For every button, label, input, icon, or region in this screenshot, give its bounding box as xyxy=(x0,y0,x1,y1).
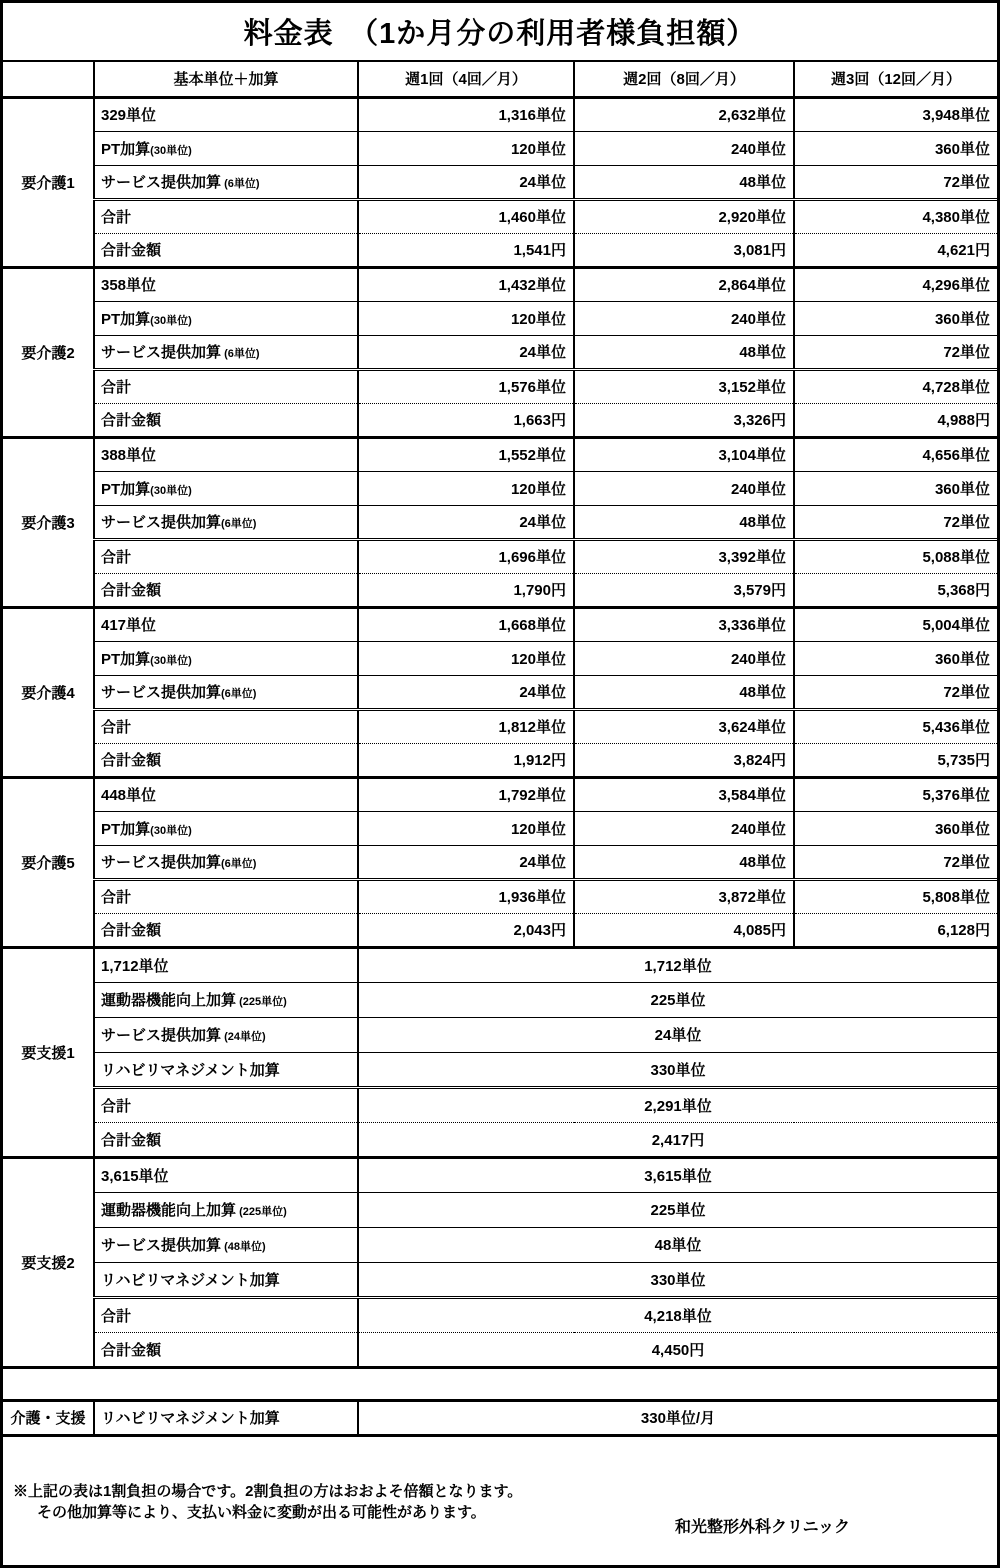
row-label xyxy=(94,1192,358,1227)
row-value-merged: 225単位 xyxy=(358,982,997,1017)
row-value-merged: 48単位 xyxy=(358,1227,997,1262)
row-label-text: 合計 xyxy=(101,379,132,396)
row-value: 120単位 xyxy=(358,131,574,165)
row-value: 240単位 xyxy=(574,471,794,505)
row-value: 120単位 xyxy=(358,471,574,505)
row-value: 48単位 xyxy=(574,505,794,539)
row-label-note: (30単位) xyxy=(150,144,192,157)
category-cell: 要介護1 xyxy=(3,97,94,267)
row-value: 5,735円 xyxy=(794,743,997,777)
row-value-merged: 24単位 xyxy=(358,1017,997,1052)
table-row xyxy=(3,1087,997,1122)
row-value: 72単位 xyxy=(794,335,997,369)
row-label-text: 1,712単位 xyxy=(101,957,169,975)
table-row xyxy=(3,777,997,811)
table-row xyxy=(3,1297,997,1332)
row-label-note: (225単位) xyxy=(236,1206,287,1218)
row-value: 1,460単位 xyxy=(358,199,574,233)
row-value: 24単位 xyxy=(358,165,574,199)
row-label-text: リハビリマネジメント加算 xyxy=(101,1271,280,1289)
row-value: 5,376単位 xyxy=(794,777,997,811)
header-week2-cell: 週2回（8回／月） xyxy=(574,62,794,97)
row-label-note: (6単位) xyxy=(221,858,257,870)
row-label-note: (30単位) xyxy=(150,824,192,837)
row-value: 72単位 xyxy=(794,845,997,879)
table-row xyxy=(3,607,997,641)
row-label xyxy=(94,1157,358,1192)
row-label-note: (225単位) xyxy=(236,996,287,1008)
row-value: 5,436単位 xyxy=(794,709,997,743)
table-row xyxy=(3,982,997,1017)
row-value: 5,004単位 xyxy=(794,607,997,641)
row-value-merged: 4,218単位 xyxy=(358,1297,997,1332)
row-label-text: PT加算 xyxy=(101,140,151,158)
row-value: 240単位 xyxy=(574,301,794,335)
row-label-text: 448単位 xyxy=(101,787,157,804)
row-value: 1,812単位 xyxy=(358,709,574,743)
table-row xyxy=(3,335,997,369)
row-label xyxy=(94,1332,358,1367)
row-value: 2,043円 xyxy=(358,913,574,947)
row-value: 3,584単位 xyxy=(574,777,794,811)
row-label xyxy=(94,97,358,131)
row-value: 24単位 xyxy=(358,505,574,539)
row-value-merged: 2,417円 xyxy=(358,1122,997,1157)
table-row xyxy=(3,1052,997,1087)
row-label xyxy=(94,1052,358,1087)
row-label-note: (6単位) xyxy=(221,518,257,530)
table-row xyxy=(3,845,997,879)
extra-category-cell: 介護・支援 xyxy=(3,1400,94,1435)
table-row xyxy=(3,369,997,403)
row-label-text: 3,615単位 xyxy=(101,1167,169,1185)
price-table xyxy=(3,62,997,1437)
row-value: 48単位 xyxy=(574,335,794,369)
row-value: 3,392単位 xyxy=(574,539,794,573)
row-value: 240単位 xyxy=(574,811,794,845)
table-row xyxy=(3,199,997,233)
row-label xyxy=(94,505,358,539)
category-cell: 要支援2 xyxy=(3,1157,94,1367)
table-row xyxy=(3,233,997,267)
table-row xyxy=(3,743,997,777)
row-value-merged: 330単位 xyxy=(358,1052,997,1087)
row-label xyxy=(94,1262,358,1297)
row-label xyxy=(94,233,358,267)
row-label xyxy=(94,335,358,369)
row-label-text: サービス提供加算 xyxy=(101,344,222,361)
header-row xyxy=(3,62,997,97)
row-label-text: 合計金額 xyxy=(101,1341,162,1359)
row-label xyxy=(94,267,358,301)
row-value: 1,696単位 xyxy=(358,539,574,573)
row-value: 48単位 xyxy=(574,675,794,709)
row-value: 1,912円 xyxy=(358,743,574,777)
table-row xyxy=(3,165,997,199)
row-label-text: 合計金額 xyxy=(101,752,162,769)
row-value: 240単位 xyxy=(574,641,794,675)
row-value: 360単位 xyxy=(794,471,997,505)
table-row xyxy=(3,573,997,607)
row-label-text: 合計 xyxy=(101,889,132,906)
row-value-merged: 3,615単位 xyxy=(358,1157,997,1192)
row-label-text: 329単位 xyxy=(101,107,157,124)
row-label xyxy=(94,1087,358,1122)
row-value: 5,368円 xyxy=(794,573,997,607)
row-label xyxy=(94,982,358,1017)
table-row xyxy=(3,301,997,335)
row-label xyxy=(94,403,358,437)
row-value: 72単位 xyxy=(794,675,997,709)
row-value: 1,792単位 xyxy=(358,777,574,811)
row-label-text: サービス提供加算 xyxy=(101,684,222,701)
row-label xyxy=(94,1297,358,1332)
row-label xyxy=(94,913,358,947)
row-value: 72単位 xyxy=(794,165,997,199)
row-value: 120単位 xyxy=(358,811,574,845)
row-value-merged: 2,291単位 xyxy=(358,1087,997,1122)
clinic-name: 和光整形外科クリニック xyxy=(675,1518,851,1536)
row-value: 4,085円 xyxy=(574,913,794,947)
row-value: 4,728単位 xyxy=(794,369,997,403)
row-value: 4,621円 xyxy=(794,233,997,267)
row-value: 1,936単位 xyxy=(358,879,574,913)
spacer-cell xyxy=(3,1367,997,1400)
category-cell: 要介護3 xyxy=(3,437,94,607)
row-value: 1,316単位 xyxy=(358,97,574,131)
row-label xyxy=(94,1017,358,1052)
table-row xyxy=(3,505,997,539)
table-row xyxy=(3,267,997,301)
row-value: 120単位 xyxy=(358,301,574,335)
row-label xyxy=(94,301,358,335)
row-label-note: (30単位) xyxy=(150,314,192,327)
header-label-cell: 基本単位＋加算 xyxy=(94,62,358,97)
row-value: 1,552単位 xyxy=(358,437,574,471)
table-row xyxy=(3,403,997,437)
row-value: 3,872単位 xyxy=(574,879,794,913)
extra-row xyxy=(3,1400,997,1435)
row-value: 48単位 xyxy=(574,845,794,879)
row-label xyxy=(94,709,358,743)
row-label xyxy=(94,845,358,879)
extra-value-cell: 330単位/月 xyxy=(358,1400,997,1435)
row-label-note: (48単位) xyxy=(221,1241,266,1253)
row-value: 3,152単位 xyxy=(574,369,794,403)
row-label-text: 合計金額 xyxy=(101,582,162,599)
row-label-text: 417単位 xyxy=(101,617,157,634)
row-value: 3,824円 xyxy=(574,743,794,777)
row-value: 240単位 xyxy=(574,131,794,165)
row-value: 2,864単位 xyxy=(574,267,794,301)
row-value: 1,432単位 xyxy=(358,267,574,301)
row-label-note: (6単位) xyxy=(221,178,260,190)
row-label xyxy=(94,165,358,199)
row-label-text: 運動器機能向上加算 xyxy=(101,1202,237,1219)
table-row xyxy=(3,97,997,131)
row-label xyxy=(94,199,358,233)
row-value: 4,296単位 xyxy=(794,267,997,301)
row-label xyxy=(94,607,358,641)
row-value: 24単位 xyxy=(358,675,574,709)
row-label xyxy=(94,777,358,811)
row-label-text: 合計 xyxy=(101,1307,132,1325)
header-week3-cell: 週3回（12回／月） xyxy=(794,62,997,97)
row-label-text: サービス提供加算 xyxy=(101,1237,222,1254)
table-row xyxy=(3,437,997,471)
table-row xyxy=(3,1122,997,1157)
row-label-text: 388単位 xyxy=(101,447,157,464)
row-value: 1,576単位 xyxy=(358,369,574,403)
table-row xyxy=(3,1157,997,1192)
table-row xyxy=(3,709,997,743)
table-row xyxy=(3,471,997,505)
row-value-merged: 4,450円 xyxy=(358,1332,997,1367)
table-row xyxy=(3,1192,997,1227)
category-cell: 要介護2 xyxy=(3,267,94,437)
row-label xyxy=(94,675,358,709)
row-label-text: 合計 xyxy=(101,1097,132,1115)
row-value: 2,632単位 xyxy=(574,97,794,131)
category-cell: 要支援1 xyxy=(3,947,94,1157)
category-cell: 要介護5 xyxy=(3,777,94,947)
row-value: 48単位 xyxy=(574,165,794,199)
row-label xyxy=(94,743,358,777)
row-label-text: 合計金額 xyxy=(101,922,162,939)
row-label-text: サービス提供加算 xyxy=(101,854,222,871)
row-value: 3,104単位 xyxy=(574,437,794,471)
row-label-note: (6単位) xyxy=(221,348,260,360)
row-value: 24単位 xyxy=(358,335,574,369)
row-label-text: 合計 xyxy=(101,209,132,226)
page-title: 料金表 （1か月分の利用者様負担額） xyxy=(3,3,997,62)
table-row xyxy=(3,1017,997,1052)
footer-notes xyxy=(3,1437,997,1566)
row-value-merged: 330単位 xyxy=(358,1262,997,1297)
table-row xyxy=(3,539,997,573)
row-label xyxy=(94,573,358,607)
row-value: 2,920単位 xyxy=(574,199,794,233)
row-value: 1,668単位 xyxy=(358,607,574,641)
row-value: 3,326円 xyxy=(574,403,794,437)
row-label-text: PT加算 xyxy=(101,310,151,328)
table-row xyxy=(3,947,997,982)
row-label xyxy=(94,879,358,913)
note-line-1: ※上記の表は1割負担の場合です。2割負担の方はおおよそ倍額となります。 xyxy=(13,1482,523,1500)
row-value: 72単位 xyxy=(794,505,997,539)
table-row xyxy=(3,811,997,845)
row-value: 5,088単位 xyxy=(794,539,997,573)
row-value: 360単位 xyxy=(794,641,997,675)
row-label-text: リハビリマネジメント加算 xyxy=(101,1061,280,1079)
row-value: 5,808単位 xyxy=(794,879,997,913)
table-row xyxy=(3,1332,997,1367)
row-label-text: サービス提供加算 xyxy=(101,1027,222,1044)
row-label-note: (24単位) xyxy=(221,1031,266,1043)
row-value: 3,081円 xyxy=(574,233,794,267)
row-label xyxy=(94,539,358,573)
row-label-note: (30単位) xyxy=(150,484,192,497)
spacer-row xyxy=(3,1367,997,1400)
row-value: 1,790円 xyxy=(358,573,574,607)
row-label-text: PT加算 xyxy=(101,480,151,498)
row-label xyxy=(94,811,358,845)
row-value: 6,128円 xyxy=(794,913,997,947)
table-row xyxy=(3,1262,997,1297)
note-line-2: その他加算等により、支払い料金に変動が出る可能性があります。 xyxy=(37,1503,486,1521)
row-value-merged: 1,712単位 xyxy=(358,947,997,982)
row-value: 3,336単位 xyxy=(574,607,794,641)
header-week1-cell: 週1回（4回／月） xyxy=(358,62,574,97)
row-value: 1,663円 xyxy=(358,403,574,437)
row-label-note: (30単位) xyxy=(150,654,192,667)
row-label-text: 合計 xyxy=(101,549,132,566)
row-label xyxy=(94,471,358,505)
header-category-cell xyxy=(3,62,94,97)
row-label-text: 合計金額 xyxy=(101,242,162,259)
row-label-text: PT加算 xyxy=(101,650,151,668)
category-cell: 要介護4 xyxy=(3,607,94,777)
row-value: 3,948単位 xyxy=(794,97,997,131)
row-label xyxy=(94,947,358,982)
row-label-text: 358単位 xyxy=(101,277,157,294)
table-row xyxy=(3,641,997,675)
row-label-text: 運動器機能向上加算 xyxy=(101,992,237,1009)
table-row xyxy=(3,675,997,709)
row-label xyxy=(94,641,358,675)
row-value: 360単位 xyxy=(794,301,997,335)
row-label-text: PT加算 xyxy=(101,820,151,838)
table-row xyxy=(3,131,997,165)
table-row xyxy=(3,1227,997,1262)
row-value: 4,988円 xyxy=(794,403,997,437)
row-value: 120単位 xyxy=(358,641,574,675)
table-row xyxy=(3,913,997,947)
row-value-merged: 225単位 xyxy=(358,1192,997,1227)
row-value: 3,624単位 xyxy=(574,709,794,743)
row-label-text: サービス提供加算 xyxy=(101,514,222,531)
row-value: 24単位 xyxy=(358,845,574,879)
row-label-note: (6単位) xyxy=(221,688,257,700)
row-label-text: 合計金額 xyxy=(101,1131,162,1149)
row-value: 360単位 xyxy=(794,811,997,845)
row-value: 1,541円 xyxy=(358,233,574,267)
table-row xyxy=(3,879,997,913)
row-label-text: サービス提供加算 xyxy=(101,174,222,191)
row-label xyxy=(94,131,358,165)
row-label-text: 合計金額 xyxy=(101,412,162,429)
row-label xyxy=(94,369,358,403)
row-value: 4,380単位 xyxy=(794,199,997,233)
row-value: 360単位 xyxy=(794,131,997,165)
row-label xyxy=(94,1227,358,1262)
row-label xyxy=(94,1122,358,1157)
row-label xyxy=(94,437,358,471)
extra-label-cell: リハビリマネジメント加算 xyxy=(94,1400,358,1435)
row-value: 4,656単位 xyxy=(794,437,997,471)
row-label-text: 合計 xyxy=(101,719,132,736)
row-value: 3,579円 xyxy=(574,573,794,607)
